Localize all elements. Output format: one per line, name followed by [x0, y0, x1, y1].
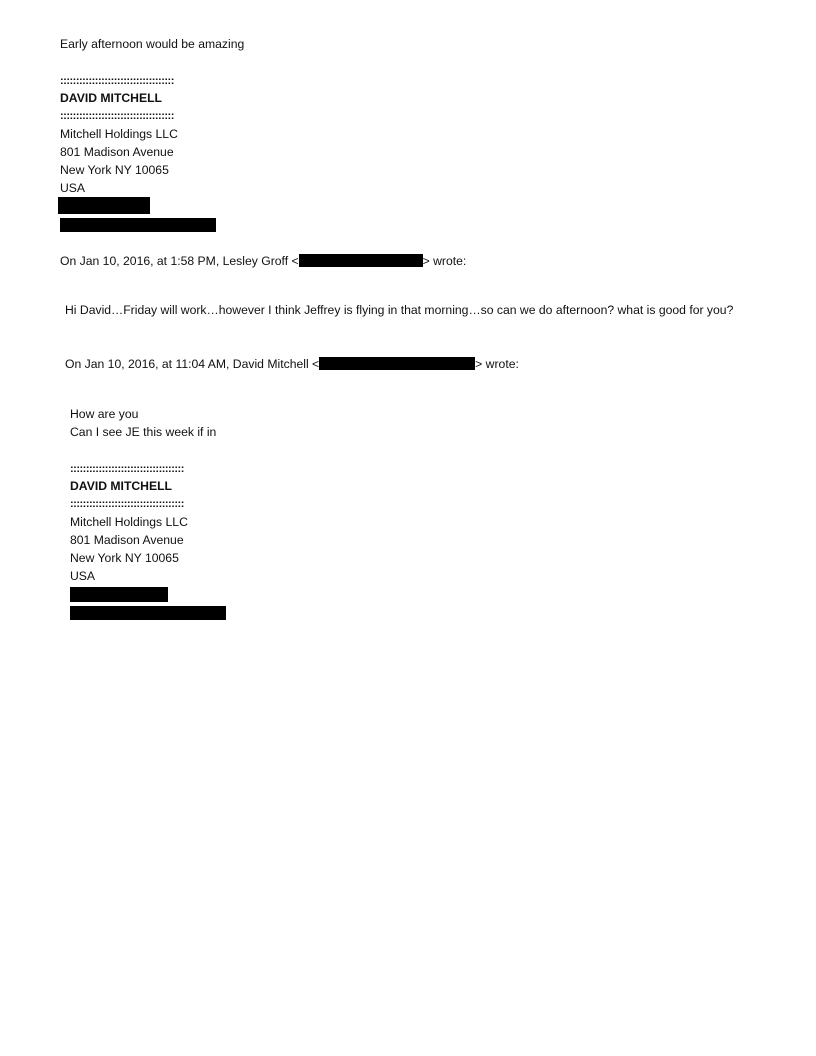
signature-city: New York NY 10065 — [70, 551, 179, 565]
signature-city: New York NY 10065 — [60, 163, 169, 177]
redaction-block — [70, 606, 226, 620]
signature-country: USA — [60, 181, 86, 195]
redaction-block — [70, 587, 168, 602]
redacted-email — [319, 357, 475, 370]
quote-header — [65, 355, 519, 373]
quote-header-prefix: On Jan 10, 2016, at 1:58 PM, Lesley Groff < — [60, 254, 299, 268]
quote-header — [60, 252, 466, 270]
signature-company: Mitchell Holdings LLC — [60, 127, 178, 141]
quote-body-line: Can I see JE this week if in — [70, 425, 217, 439]
signature-separator-bottom: :::::::::::::::::::::::::::::::::::: — [70, 498, 184, 510]
signature-street: 801 Madison Avenue — [60, 145, 174, 159]
signature-separator-top: :::::::::::::::::::::::::::::::::::: — [60, 75, 174, 87]
signature-name: DAVID MITCHELL — [70, 479, 173, 493]
reply-body: Early afternoon would be amazing — [60, 37, 245, 51]
redaction-block — [60, 218, 216, 232]
redaction-block — [58, 197, 150, 214]
quote-header-suffix: > wrote: — [422, 254, 467, 268]
quote-body-line: How are you — [70, 407, 139, 421]
signature-separator-bottom: :::::::::::::::::::::::::::::::::::: — [60, 110, 174, 122]
quote-body: Hi David…Friday will work…however I think Jeffrey is flying in that morning…so can we do afternoon? what is good for you? — [65, 303, 734, 317]
quote-header-suffix: > wrote: — [475, 357, 519, 371]
signature-company: Mitchell Holdings LLC — [70, 515, 188, 529]
signature-country: USA — [70, 569, 96, 583]
signature-name: DAVID MITCHELL — [60, 91, 163, 105]
signature-street: 801 Madison Avenue — [70, 533, 184, 547]
quote-header-prefix: On Jan 10, 2016, at 11:04 AM, David Mitchell < — [65, 357, 320, 371]
signature-separator-top: :::::::::::::::::::::::::::::::::::: — [70, 463, 184, 475]
redacted-email — [299, 254, 423, 267]
